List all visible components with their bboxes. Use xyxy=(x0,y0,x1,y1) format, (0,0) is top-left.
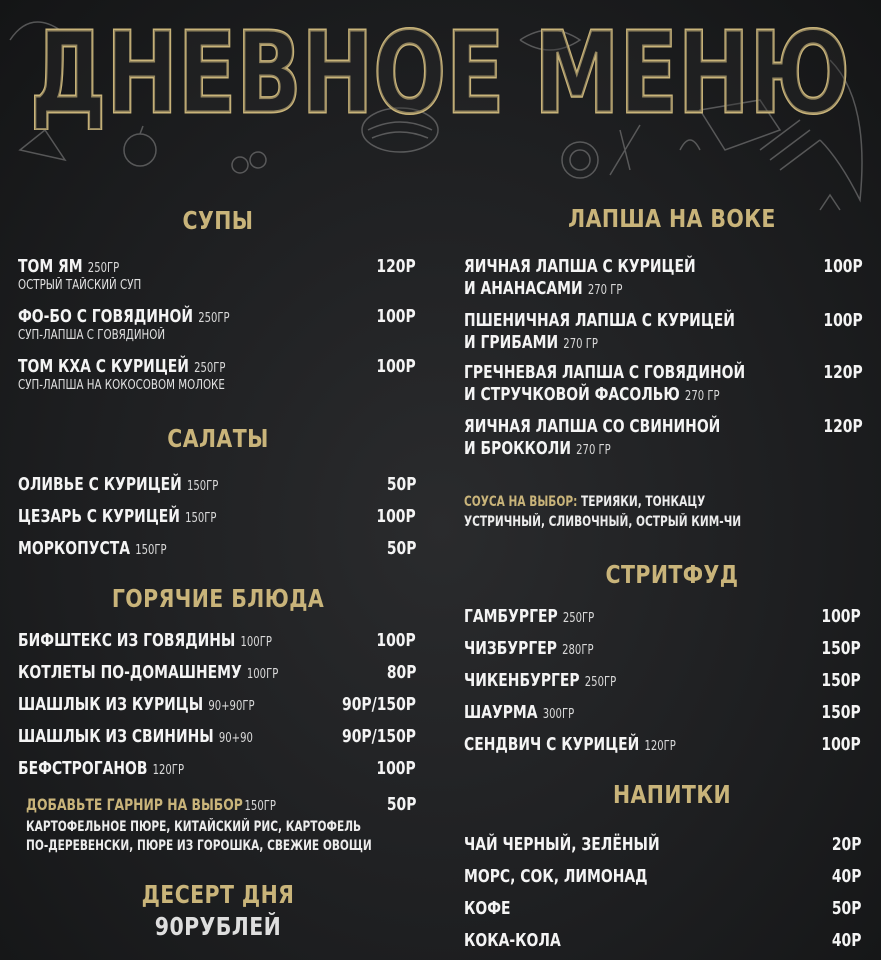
item-name: ЯИЧНАЯ ЛАПША С КУРИЦЕЙ xyxy=(464,256,696,277)
item-weight: 280ГР xyxy=(562,643,594,658)
item-name: ФО-БО С ГОВЯДИНОЙ xyxy=(18,306,194,327)
item-name: ТОМ КХА С КУРИЦЕЙ xyxy=(18,356,189,377)
menu-item xyxy=(464,702,861,723)
item-name: СЕНДВИЧ С КУРИЦЕЙ xyxy=(464,734,640,755)
item-price: 90Р/150Р xyxy=(342,694,416,715)
item-price: 100Р xyxy=(376,506,416,527)
menu-item xyxy=(464,362,863,383)
item-name: ШАУРМА xyxy=(464,702,538,723)
item-weight: 250ГР xyxy=(198,311,230,326)
garnish-weight: 150ГР xyxy=(244,799,276,814)
item-price: 50Р xyxy=(386,538,416,559)
item-name-line-2: И ГРИБАМИ 270 ГР xyxy=(464,332,598,353)
item-weight: 300ГР xyxy=(542,707,575,722)
section-heading-drinks: НАПИТКИ xyxy=(612,780,732,809)
item-price: 50Р xyxy=(386,474,416,495)
item-price: 40Р xyxy=(831,866,861,887)
item-price: 100Р xyxy=(376,306,416,327)
item-name: ГАМБУРГЕР xyxy=(464,606,558,627)
menu-item xyxy=(464,734,861,755)
sauces-line-2: УСТРИЧНЫЙ, СЛИВОЧНЫЙ, ОСТРЫЙ КИМ-ЧИ xyxy=(464,514,742,530)
item-price: 100Р xyxy=(823,256,863,277)
item-name: КОКА-КОЛА xyxy=(464,930,561,951)
item-price: 150Р xyxy=(821,670,861,691)
item-weight: 120ГР xyxy=(644,739,676,754)
section-heading-hot: ГОРЯЧИЕ БЛЮДА xyxy=(111,584,325,613)
svg-text:ДНЕВНОЕ МЕНЮ: ДНЕВНОЕ МЕНЮ xyxy=(30,9,850,130)
menu-item xyxy=(464,416,863,437)
menu-item xyxy=(464,670,861,691)
menu-item xyxy=(464,310,863,331)
item-price: 100Р xyxy=(376,356,416,377)
item-weight: 250ГР xyxy=(194,361,226,376)
item-description: ОСТРЫЙ ТАЙСКИЙ СУП xyxy=(18,278,142,293)
item-price: 100Р xyxy=(376,758,416,779)
item-weight: 150ГР xyxy=(185,511,217,526)
item-price: 120Р xyxy=(823,362,863,383)
section-heading-wok: ЛАПША НА ВОКЕ xyxy=(568,204,776,233)
garnish-option xyxy=(26,794,416,815)
garnish-label: ДОБАВЬТЕ ГАРНИР НА ВЫБОР xyxy=(26,795,243,814)
item-name: ГРЕЧНЕВАЯ ЛАПША С ГОВЯДИНОЙ xyxy=(464,362,746,383)
item-name: ЧИКЕНБУРГЕР xyxy=(464,670,580,691)
item-name-line-2: И БРОККОЛИ 270 ГР xyxy=(464,438,611,459)
item-name: КОФЕ xyxy=(464,898,511,919)
menu-item xyxy=(18,538,416,559)
item-name: ЧИЗБУРГЕР xyxy=(464,638,557,659)
item-description: СУП-ЛАПША НА КОКОСОВОМ МОЛОКЕ xyxy=(18,378,225,393)
item-price: 80Р xyxy=(386,662,416,683)
item-name: ОЛИВЬЕ С КУРИЦЕЙ xyxy=(18,474,182,495)
item-name: ШАШЛЫК ИЗ КУРИЦЫ xyxy=(18,694,204,715)
item-price: 20Р xyxy=(831,834,861,855)
item-price: 120Р xyxy=(376,256,416,277)
item-weight: 150ГР xyxy=(135,543,167,558)
menu-item xyxy=(464,638,861,659)
menu-item xyxy=(18,506,416,527)
menu-item xyxy=(18,474,416,495)
item-price: 120Р xyxy=(823,416,863,437)
item-name: ЯИЧНАЯ ЛАПША СО СВИНИНОЙ xyxy=(464,416,721,437)
menu-item xyxy=(464,930,861,951)
menu-item xyxy=(18,662,416,683)
item-name: МОРС, СОК, ЛИМОНАД xyxy=(464,866,648,887)
menu-item xyxy=(18,694,416,715)
item-name: ТОМ ЯМ xyxy=(18,256,83,277)
menu-item xyxy=(464,256,863,277)
sauces-line-1: СОУСА НА ВЫБОР: ТЕРИЯКИ, ТОНКАЦУ xyxy=(464,494,706,510)
item-description: СУП-ЛАПША С ГОВЯДИНОЙ xyxy=(18,328,166,343)
item-name: КОТЛЕТЫ ПО-ДОМАШНЕМУ xyxy=(18,662,242,683)
item-name-line-2: И СТРУЧКОВОЙ ФАСОЛЬЮ 270 ГР xyxy=(464,384,720,405)
item-price: 100Р xyxy=(823,310,863,331)
item-weight: 250ГР xyxy=(584,675,617,690)
item-name: БИФШТЕКС ИЗ ГОВЯДИНЫ xyxy=(18,630,236,651)
item-price: 100Р xyxy=(821,734,861,755)
item-price: 50Р xyxy=(831,898,861,919)
item-weight: 90+90ГР xyxy=(208,699,255,714)
menu-item xyxy=(18,630,416,651)
item-price: 100Р xyxy=(376,630,416,651)
item-weight: 250ГР xyxy=(87,261,120,276)
item-name: ЧАЙ ЧЕРНЫЙ, ЗЕЛЁНЫЙ xyxy=(464,834,660,855)
item-name: МОРКОПУСТА xyxy=(18,538,131,559)
dessert-price: 90РУБЛЕЙ xyxy=(154,912,282,941)
item-price: 150Р xyxy=(821,638,861,659)
item-name: ЦЕЗАРЬ С КУРИЦЕЙ xyxy=(18,506,180,527)
section-heading-salads: САЛАТЫ xyxy=(167,424,269,453)
menu-item xyxy=(464,834,861,855)
item-weight: 120ГР xyxy=(152,763,185,778)
menu-title xyxy=(0,0,881,130)
garnish-line-1: КАРТОФЕЛЬНОЕ ПЮРЕ, КИТАЙСКИЙ РИС, КАРТОФЕЛЬ xyxy=(26,819,362,835)
section-heading-street: СТРИТФУД xyxy=(605,560,739,589)
menu-item xyxy=(18,306,416,327)
item-weight: 250ГР xyxy=(562,611,595,626)
svg-text:ДНЕВНОЕ МЕНЮ: ДНЕВНОЕ МЕНЮ xyxy=(30,9,850,130)
menu-item xyxy=(464,606,861,627)
menu-item xyxy=(18,758,416,779)
section-heading-soups: СУПЫ xyxy=(182,206,254,235)
item-name-line-2: И АНАНАСАМИ 270 ГР xyxy=(464,278,623,299)
item-weight: 100ГР xyxy=(240,635,272,650)
garnish-line-2: ПО-ДЕРЕВЕНСКИ, ПЮРЕ ИЗ ГОРОШКА, СВЕЖИЕ ОВОЩИ xyxy=(26,838,372,854)
item-weight: 90+90 xyxy=(218,731,253,746)
item-weight: 100ГР xyxy=(246,667,279,682)
item-name: ШАШЛЫК ИЗ СВИНИНЫ xyxy=(18,726,214,747)
item-price: 90Р/150Р xyxy=(342,726,416,747)
menu-item xyxy=(464,898,861,919)
menu-item xyxy=(18,256,416,277)
section-heading-dessert: ДЕСЕРТ ДНЯ xyxy=(141,880,295,909)
menu-item xyxy=(464,866,861,887)
item-name: БЕФСТРОГАНОВ xyxy=(18,758,148,779)
item-price: 40Р xyxy=(831,930,861,951)
garnish-price: 50Р xyxy=(386,794,416,815)
item-price: 100Р xyxy=(821,606,861,627)
item-weight: 150ГР xyxy=(186,479,219,494)
menu-item xyxy=(18,726,416,747)
menu-item xyxy=(18,356,416,377)
item-price: 150Р xyxy=(821,702,861,723)
sauces-label: СОУСА НА ВЫБОР: xyxy=(464,494,578,510)
item-name: ПШЕНИЧНАЯ ЛАПША С КУРИЦЕЙ xyxy=(464,310,735,331)
